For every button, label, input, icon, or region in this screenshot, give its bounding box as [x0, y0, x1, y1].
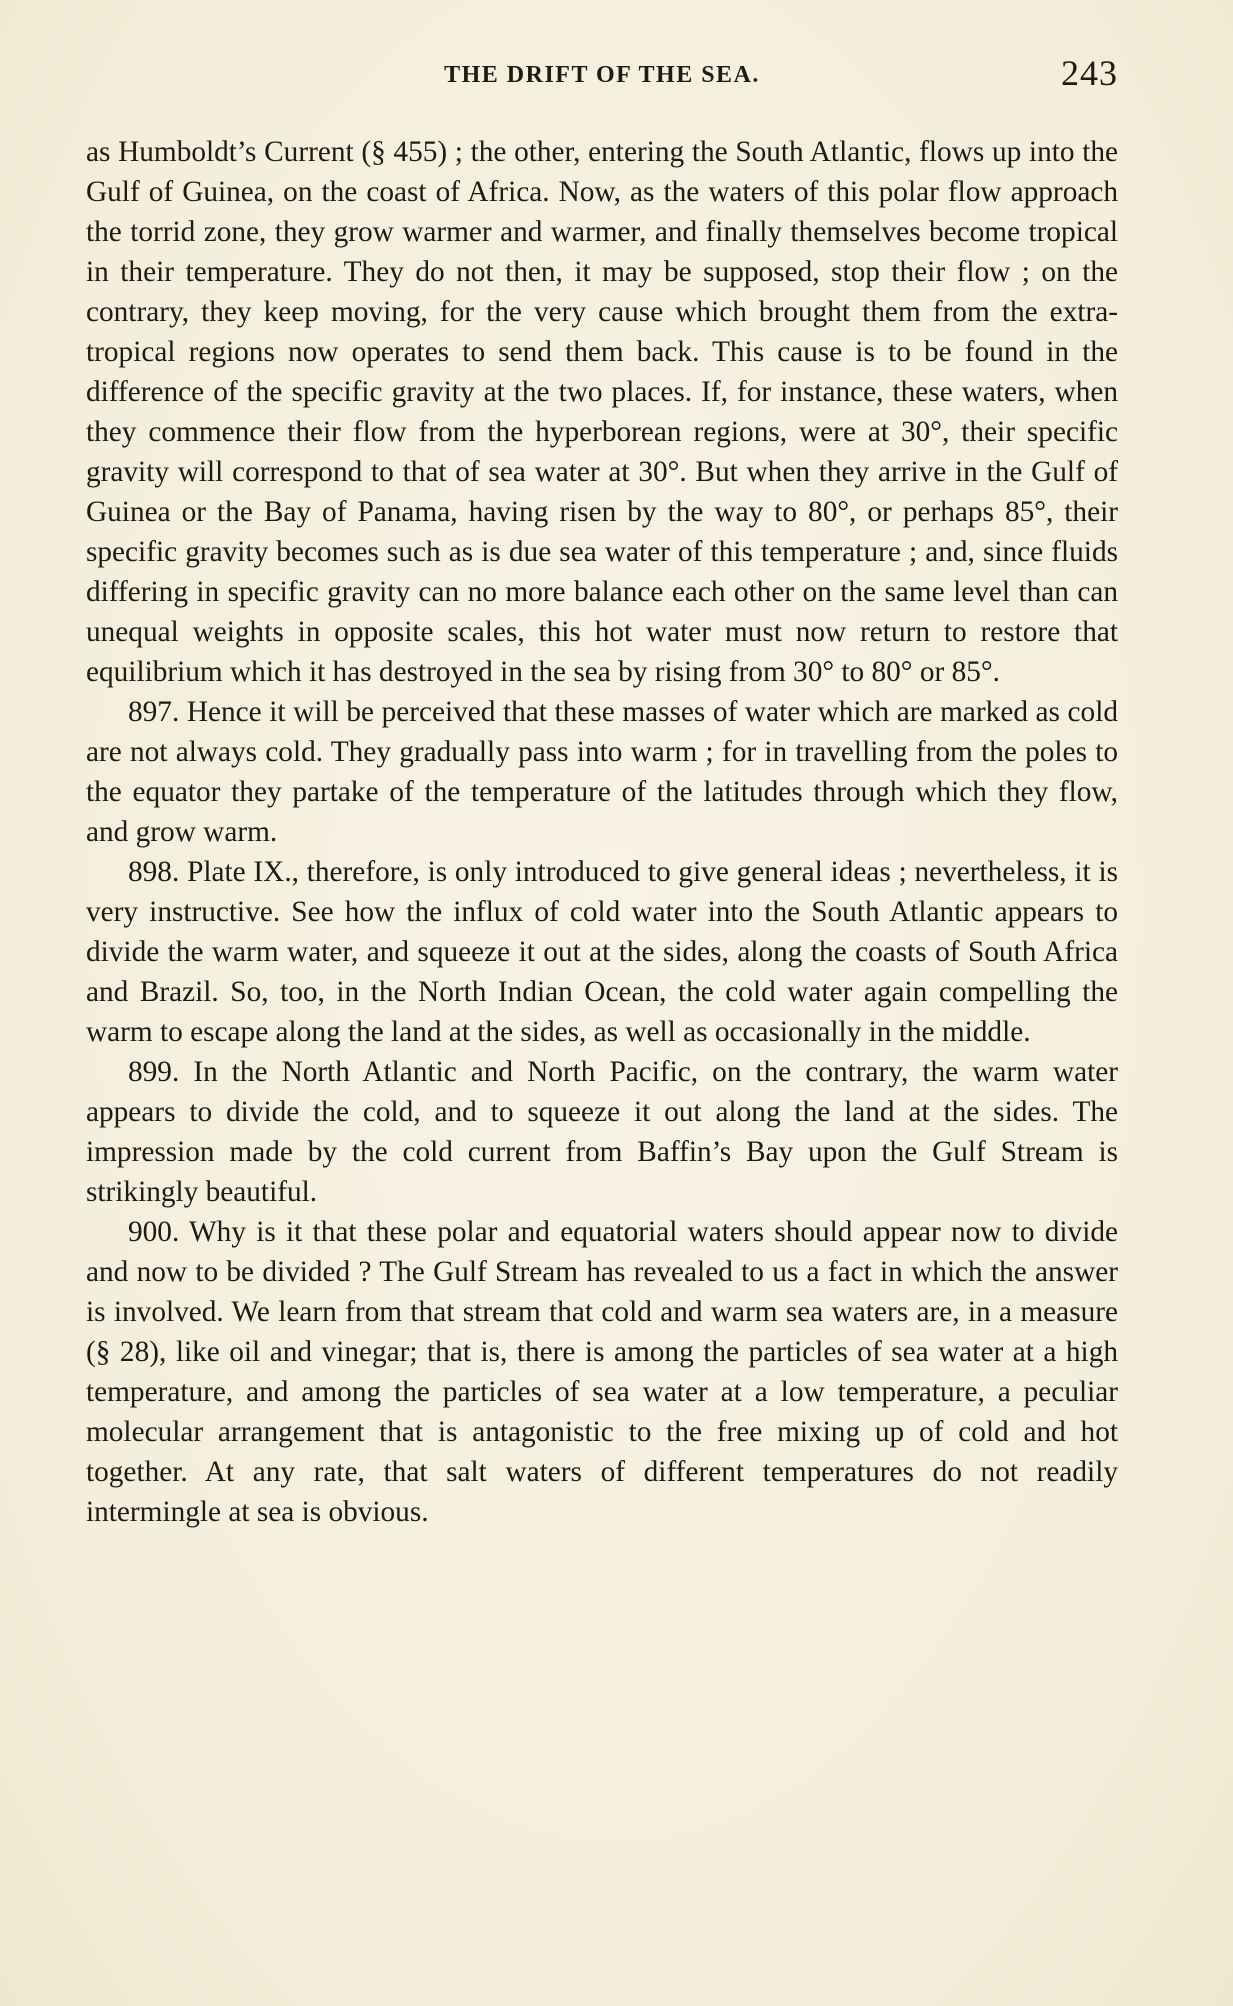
page-header — [86, 53, 1118, 96]
body-text — [86, 132, 1118, 1532]
paragraph-number: 900. — [128, 1216, 180, 1248]
paragraph-898 — [86, 852, 1118, 1052]
paragraph-text: Plate IX., therefore, is only introduced to give general ideas ; nevertheless, it is very instructive. See how the influx of cold water into the South Atlantic appears to divide the warm water, and squeeze it out at the sides, along the coasts of South Africa and Brazil. So, too, in the North Indian Ocean, the cold water again compelling the warm to escape along the land at the sides, as well as occasionally in the middle. — [86, 856, 1118, 1048]
paragraph-text: as Humboldt’s Current (§ 455) ; the other, entering the South Atlantic, flows up into the Gulf of Guinea, on the coast of Africa. Now, as the waters of this polar flow approach the torrid zone, they grow warmer and warmer, and finally themselves become tropical in their temperature. They do not then, it may be supposed, stop their flow ; on the contrary, they keep moving, for the very cause which brought them from the extra-tropical regions now operates to send them back. This cause is to be found in the difference of the specific gravity at the two places. If, for instance, these waters, when they commence their flow from the hyperborean regions, were at 30°, their specific gravity will correspond to that of sea water at 30°. But when they arrive in the Gulf of Guinea or the Bay of Panama, having risen by the way to 80°, or perhaps 85°, their specific gravity becomes such as is due sea water of this temperature ; and, since fluids differing in specific gravity can no more balance each other on the same level than can unequal weights in opposite scales, this hot water must now return to restore that equilibrium which it has destroyed in the sea by rising from 30° to 80° or 85°. — [86, 136, 1118, 688]
paragraph-899 — [86, 1052, 1118, 1212]
paragraph-text: Why is it that these polar and equatorial waters should appear now to divide and now to be divided ? The Gulf Stream has revealed to us a fact in which the answer is involved. We learn from that stream that cold and warm sea waters are, in a measure (§ 28), like oil and vinegar; that is, there is among the particles of sea water at a high temperature, and among the particles of sea water at a low temperature, a peculiar molecular arrangement that is antagonistic to the free mixing up of cold and hot together. At any rate, that salt waters of different temperatures do not readily intermingle at sea is obvious. — [86, 1216, 1118, 1528]
paragraph-900 — [86, 1212, 1118, 1532]
paragraph-text: In the North Atlantic and North Pacific, on the contrary, the warm water appears to divide the cold, and to squeeze it out along the land at the sides. The impression made by the cold current from Baffin’s Bay upon the Gulf Stream is strikingly beautiful. — [86, 1056, 1118, 1208]
paragraph-897 — [86, 692, 1118, 852]
paragraph-text: Hence it will be perceived that these masses of water which are marked as cold are not always cold. They gradually pass into warm ; for in travelling from the poles to the equator they partake of the temperature of the latitudes through which they flow, and grow warm. — [86, 696, 1118, 848]
page-number: 243 — [1061, 53, 1118, 93]
running-head: THE DRIFT OF THE SEA. — [444, 62, 760, 88]
paragraph-number: 899. — [128, 1056, 180, 1088]
paragraph-continuation — [86, 132, 1118, 692]
paragraph-number: 898. — [128, 856, 180, 888]
paragraph-number: 897. — [128, 696, 180, 728]
